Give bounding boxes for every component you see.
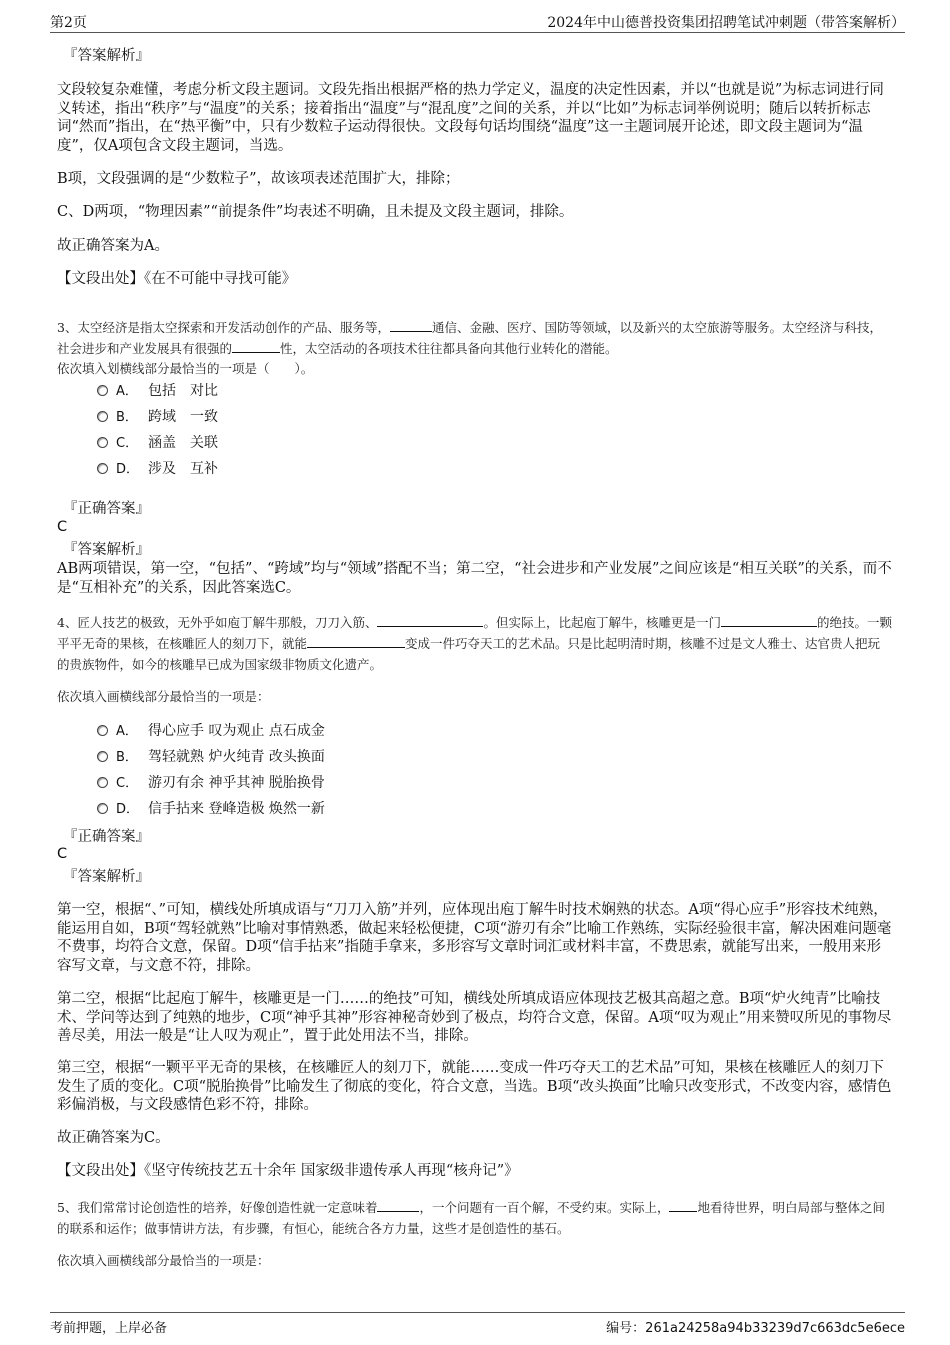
q4-analysis-paragraph-2: 第二空，根据“比起庖丁解牛，核雕更是一门……的绝技”可知，横线处所填成语应体现技艺极其高超之意。B项“炉火纯青”比喻技术、学问等达到了纯熟的地步，C项“神乎其神”形容神秘奇妙到了极点，均符合文意，保留。A项“叹为观止”用来赞叹所见的事物尽善尽美，用法一般是“让人叹为观止”，置于此处用法不当，排除。 (57, 991, 892, 1044)
q4-correct-answer: C (57, 846, 68, 862)
q3-analysis-label: 『答案解析』 (63, 542, 150, 558)
radio-icon[interactable] (97, 777, 108, 788)
q4-stem: 4、匠人技艺的极致，无外乎如庖丁解牛那般，刀刀入筋、 。但实际上，比起庖丁解牛，核雕更是一门 的绝技。一颗平平无奇的果核，在核雕匠人的刻刀下，就能 变成一件巧夺天工的艺术品。只是比起明清时期，核雕不过是文人雅士、达官贵人把玩的贵族物件，如今的核雕早已成为国家级非物质文化遗产。 (57, 615, 892, 672)
q3-blank-1 (390, 318, 432, 332)
q2-source: 【文段出处】《在不可能中寻找可能》 (57, 271, 297, 287)
q4-blank-3 (307, 634, 405, 648)
radio-icon[interactable] (97, 725, 108, 736)
q3-option-d[interactable]: D． 涉及 互补 (97, 459, 218, 479)
radio-icon[interactable] (97, 751, 108, 762)
q4-analysis-paragraph-1: 第一空，根据“、”可知，横线处所填成语与“刀刀入筋”并列，应体现出庖丁解牛时技术娴熟的状态。A项“得心应手”形容技术纯熟，能运用自如，B项“驾轻就熟”比喻对事情熟悉，做起来轻松便捷，C项“游刃有余”比喻工作熟练，实际经验很丰富，解决困难问题毫不费事，均符合文意，保留。D项“信手拈来”指随手拿来，多形容写文章时词汇或材料丰富，不费思索，就能写出来，一般用来形容写文章，与文意不符，排除。 (57, 902, 892, 974)
q4-blank-1 (377, 613, 483, 627)
q3-correct-answer: C (57, 519, 68, 535)
q4-source: 【文段出处】《坚守传统技艺五十余年 国家级非遗传承人再现“核舟记”》 (57, 1163, 519, 1179)
radio-icon[interactable] (97, 463, 108, 474)
q4-analysis-paragraph-4: 故正确答案为C。 (57, 1130, 170, 1146)
q2-analysis-paragraph-3: C、D两项，“物理因素”“前提条件”均表述不明确，且未提及文段主题词，排除。 (57, 204, 574, 220)
radio-icon[interactable] (97, 385, 108, 396)
q4-option-a[interactable]: A． 得心应手 叹为观止 点石成金 (97, 721, 325, 741)
radio-icon[interactable] (97, 437, 108, 448)
q5-prompt: 依次填入画横线部分最恰当的一项是： (57, 1253, 270, 1268)
q3-blank-2 (232, 339, 280, 353)
q4-blank-2 (721, 613, 817, 627)
page-header (50, 10, 905, 33)
q3-analysis: AB两项错误，第一空，“包括”、“跨域”均与“领域”搭配不当；第二空，“社会进步和产业发展”之间应该是“相互关联”的关系，而不是“互相补充”的关系，因此答案选C。 (57, 561, 892, 596)
q3-option-b[interactable]: B． 跨域 一致 (97, 407, 218, 427)
q3-correct-label: 『正确答案』 (63, 501, 150, 517)
radio-icon[interactable] (97, 803, 108, 814)
q2-analysis-paragraph-1: 文段较复杂难懂，考虑分析文段主题词。文段先指出根据严格的热力学定义，温度的决定性因素，并以“也就是说”为标志词进行同义转述，指出“秩序”与“温度”的关系；接着指出“温度”与“混乱度”之间的关系，并以“比如”为标志词举例说明；随后以转折标志词“然而”指出，在“热平衡”中，只有少数粒子运动得很快。文段每句话均围绕“温度”这一主题词展开论述，即文段主题词为“温度”，仅A项包含文段主题词，当选。 (57, 82, 884, 154)
document-code (606, 1317, 905, 1336)
document-code-value: 261a24258a94b33239d7c663dc5e6ece (645, 1321, 905, 1336)
q5-blank-2 (669, 1198, 697, 1212)
q2-analysis-label: 『答案解析』 (63, 48, 150, 64)
q2-analysis-paragraph-4: 故正确答案为A。 (57, 238, 169, 254)
page-number: 第2页 (50, 15, 87, 31)
q2-analysis-paragraph-2: B项，文段强调的是“少数粒子”，故该项表述范围扩大，排除； (57, 171, 460, 187)
q3-stem: 3、太空经济是指太空探索和开发活动创作的产品、服务等， 通信、金融、医疗、国防等领域，以及新兴的太空旅游等服务。太空经济与科技，社会进步和产业发展具有很强的 性，太空活动的各项技术往往都具备向其他行业转化的潜能。 (57, 320, 882, 356)
page-footer (50, 1312, 905, 1335)
document-title: 2024年中山德普投资集团招聘笔试冲刺题（带答案解析） (547, 15, 905, 31)
q4-option-d[interactable]: D． 信手拈来 登峰造极 焕然一新 (97, 799, 325, 819)
document-code-label: 编号： (606, 1321, 646, 1336)
q5-blank-1 (377, 1198, 419, 1212)
q3-prompt: 依次填入划横线部分最恰当的一项是（ ）。 (57, 361, 314, 376)
q3-option-c[interactable]: C． 涵盖 关联 (97, 433, 218, 453)
q4-option-c[interactable]: C． 游刃有余 神乎其神 脱胎换骨 (97, 773, 325, 793)
q4-prompt: 依次填入画横线部分最恰当的一项是： (57, 689, 270, 704)
footer-slogan: 考前押题，上岸必备 (50, 1321, 168, 1336)
radio-icon[interactable] (97, 411, 108, 422)
q5-stem: 5、我们常常讨论创造性的培养，好像创造性就一定意味着 ，一个问题有一百个解，不受约束。实际上， 地看待世界，明白局部与整体之间的联系和运作；做事情讲方法，有步骤，有恒心，能统合各方力量，这些才是创造性的基石。 (57, 1200, 885, 1236)
q4-correct-label: 『正确答案』 (63, 829, 150, 845)
q4-analysis-paragraph-3: 第三空，根据“一颗平平无奇的果核，在核雕匠人的刻刀下，就能……变成一件巧夺天工的艺术品”可知，果核在核雕匠人的刻刀下发生了质的变化。C项“脱胎换骨”比喻发生了彻底的变化，符合文意，当选。B项“改头换面”比喻只改变形式，不改变内容，感情色彩偏消极，与文段感情色彩不符，排除。 (57, 1060, 892, 1113)
q4-analysis-label: 『答案解析』 (63, 869, 150, 885)
q3-option-a[interactable]: A． 包括 对比 (97, 381, 218, 401)
q4-option-b[interactable]: B． 驾轻就熟 炉火纯青 改头换面 (97, 747, 325, 767)
